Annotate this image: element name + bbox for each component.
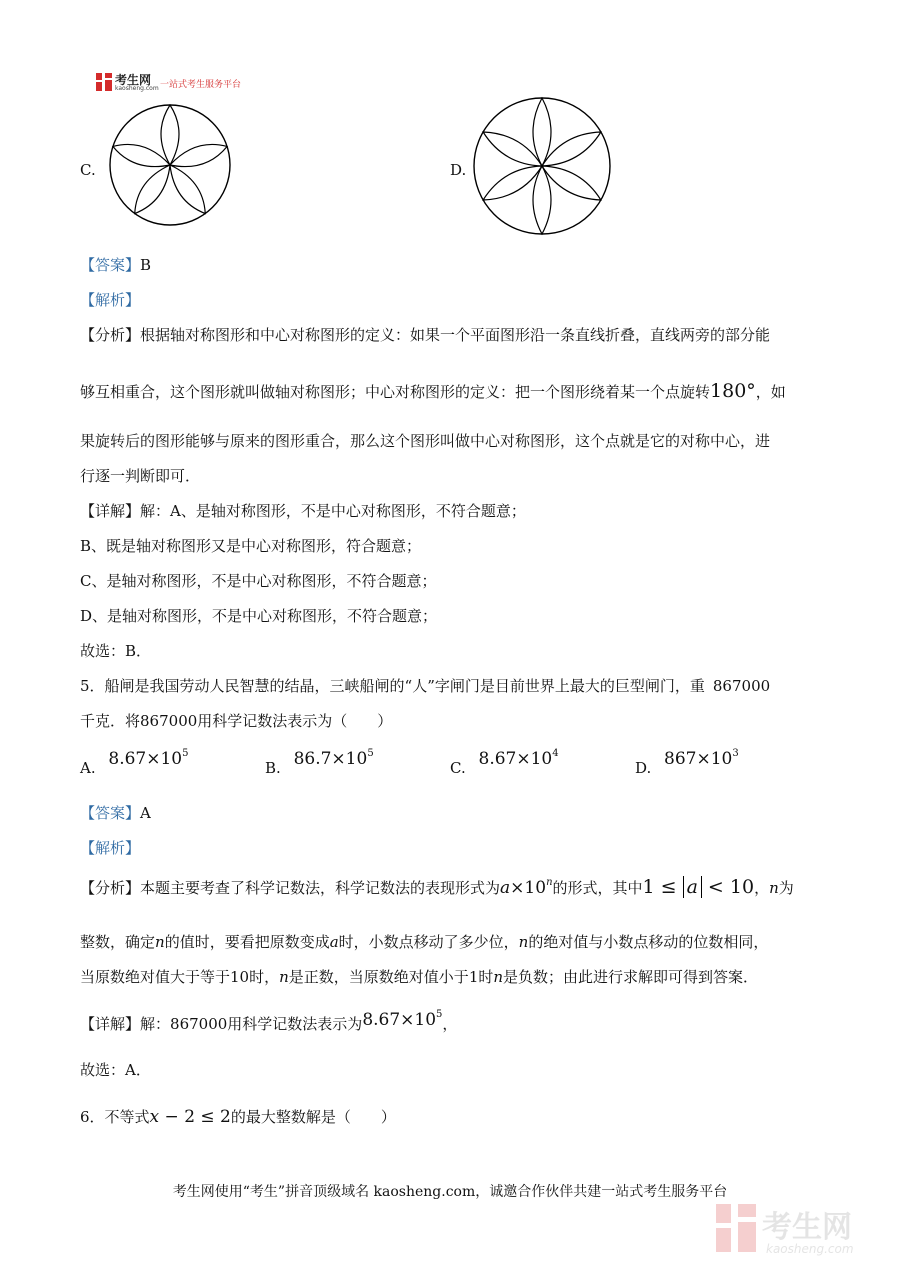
- q4-fenxi-line3: 果旋转后的图形能够与原来的图形重合，那么这个图形叫做中心对称图形，这个点就是它的对称中心，进: [80, 432, 771, 450]
- logo-slogan: 一站式考生服务平台: [160, 80, 242, 90]
- q4-xiangjie-text1: 解：A、是轴对称图形，不是中心对称图形，不符合题意；: [140, 502, 526, 520]
- q5-answer-tag: 【答案】: [80, 804, 141, 822]
- q5-option-c-base: 8.67×10: [478, 749, 553, 769]
- q5-line2-n2: n: [518, 933, 529, 951]
- q5-line2-a-var: a: [329, 933, 339, 951]
- q5-option-d-label: D.: [635, 759, 652, 777]
- q4-option-c-label: C.: [80, 161, 96, 179]
- q5-line3-10: 10: [230, 968, 250, 986]
- q4-option-c-figure: [100, 103, 240, 227]
- q6-stem-a: 6．不等式: [80, 1108, 150, 1126]
- q5-line3-c: 是正数，当原数绝对值小于: [288, 968, 469, 986]
- q5-line2-d: 的绝对值与小数点移动的位数相同，: [528, 933, 769, 951]
- q5-stem-weight: 867000: [712, 677, 771, 695]
- q6-stem-x: x: [149, 1107, 160, 1127]
- q5-line2-n1: n: [155, 933, 165, 951]
- q5-line3-b: 时，: [249, 968, 280, 986]
- q4-fenxi-line4: 行逐一判断即可．: [80, 467, 201, 485]
- q6-stem-b: 的最大整数解是（ ）: [230, 1108, 396, 1126]
- logo-name: 考生网: [115, 73, 152, 87]
- q5-line2-c: 时，小数点移动了多少位，: [338, 933, 519, 951]
- q4-xiangjie-line2: B、既是轴对称图形又是中心对称图形，符合题意；: [80, 537, 422, 555]
- q5-option-a-exp: 5: [182, 748, 189, 759]
- q5-range-10: < 10: [707, 876, 755, 898]
- q5-xiangjie-tag: 【详解】: [80, 1015, 141, 1033]
- q5-xiangjie-exp: 5: [436, 1009, 443, 1020]
- q4-fenxi-text1: 根据轴对称图形和中心对称图形的定义：如果一个平面图形沿一条直线折叠，直线两旁的部分能: [140, 326, 771, 344]
- q5-xiangjie: [80, 1009, 458, 1033]
- q5-line3-1: 1: [468, 968, 479, 986]
- q5-range-a: a: [683, 876, 702, 898]
- q5-line3-n1: n: [279, 968, 289, 986]
- q4-fenxi-line2: [80, 380, 786, 402]
- q5-option-d-exp: 3: [732, 748, 739, 759]
- q5-line3-d: 时: [478, 968, 494, 986]
- q4-fenxi-text2a: 够互相重合，这个图形就叫做轴对称图形；中心对称图形的定义：把一个图形绕着某一个点旋转: [80, 383, 711, 401]
- q4-option-d-label: D.: [450, 161, 467, 179]
- q5-range-1: 1 ≤: [642, 876, 677, 898]
- q5-line3-a: 当原数绝对值大于等于: [80, 968, 231, 986]
- q5-option-b-exp: 5: [367, 748, 374, 759]
- q4-fenxi-line1: [80, 324, 770, 345]
- logo-domain: kaosheng.com: [115, 85, 159, 92]
- q5-form-exp: n: [546, 877, 553, 888]
- q5-option-c-label: C.: [450, 759, 466, 777]
- q5-stem-line1: [80, 675, 770, 696]
- q5-line3-e: 是负数；由此进行求解即可得到答案．: [503, 968, 759, 986]
- q4-fenxi-tag: 【分析】: [80, 326, 141, 344]
- q5-option-a[interactable]: [80, 748, 189, 777]
- q5-stem-text2b: 用科学记数法表示为（ ）: [197, 712, 393, 730]
- q4-option-d-figure: [470, 96, 614, 236]
- q4-analysis-tag: 【解析】: [80, 291, 141, 309]
- q5-option-d-base: 867×10: [664, 749, 733, 769]
- q5-fenxi-tag: 【分析】: [80, 879, 141, 897]
- q5-stem-line2: [80, 710, 392, 731]
- q5-option-b-label: B.: [265, 759, 281, 777]
- watermark: [716, 1202, 886, 1260]
- q5-option-c-exp: 4: [552, 748, 559, 759]
- q6-stem-math: − 2 ≤ 2: [159, 1107, 231, 1127]
- q5-fenxi-c: ，: [754, 879, 770, 897]
- q5-form-a: a: [500, 878, 511, 898]
- q5-stem-text2a: 千克．将: [80, 712, 141, 730]
- q6-stem: [80, 1106, 396, 1127]
- watermark-name: 考生网: [762, 1210, 852, 1245]
- q4-xiangjie-line1: [80, 500, 526, 521]
- q5-xiangjie-num: 867000: [170, 1015, 228, 1033]
- q5-option-a-base: 8.67×10: [108, 749, 183, 769]
- watermark-domain: kaosheng.com: [766, 1242, 854, 1256]
- q5-fenxi-b: 的形式，其中: [552, 879, 643, 897]
- q5-fenxi-line3: [80, 966, 758, 987]
- q5-fenxi-line1: [80, 876, 794, 898]
- q4-answer-tag: 【答案】: [80, 256, 141, 274]
- q5-answer: [80, 802, 151, 823]
- q4-fenxi-text2b: ，如: [755, 383, 786, 401]
- q5-form-times: ×10: [510, 878, 547, 898]
- q5-answer-value: A: [140, 804, 151, 822]
- q4-answer: [80, 254, 151, 275]
- header-logo[interactable]: [96, 72, 256, 94]
- q5-option-b[interactable]: [265, 748, 374, 777]
- kaosheng-logo-icon: [96, 73, 112, 91]
- q5-fenxi-d: 为: [778, 879, 794, 897]
- q5-conclusion: 故选：A．: [80, 1061, 151, 1079]
- q5-xiangjie-b: 用科学记数法表示为: [227, 1015, 363, 1033]
- q5-option-d[interactable]: [635, 748, 739, 777]
- q4-conclusion: 故选：B．: [80, 642, 152, 660]
- q5-var-n: n: [769, 879, 779, 897]
- q4-fenxi-angle: 180°: [710, 380, 756, 402]
- q4-answer-value: B: [140, 256, 152, 274]
- q5-stem-text1: 5．船闸是我国劳动人民智慧的结晶，三峡船闸的“人”字闸门是目前世界上最大的巨型闸门，重: [80, 677, 705, 695]
- q4-xiangjie-line3: C、是轴对称图形，不是中心对称图形，不符合题意；: [80, 572, 437, 590]
- q5-line2-b: 的值时，要看把原数变成: [164, 933, 330, 951]
- q4-xiangjie-line4: D、是轴对称图形，不是中心对称图形，不符合题意；: [80, 607, 438, 625]
- watermark-logo-icon: [716, 1204, 756, 1252]
- q5-fenxi-a: 本题主要考查了科学记数法，科学记数法的表现形式为: [140, 879, 501, 897]
- q5-xiangjie-base: 8.67×10: [362, 1010, 437, 1030]
- q5-fenxi-line2: [80, 931, 768, 952]
- q5-xiangjie-c: ，: [442, 1015, 458, 1033]
- q5-analysis-tag: 【解析】: [80, 839, 141, 857]
- q4-xiangjie-tag: 【详解】: [80, 502, 141, 520]
- footer-text: 考生网使用“考生”拼音顶级域名 kaosheng.com，诚邀合作伙伴共建一站式考生服务平台: [172, 1184, 728, 1200]
- q5-option-b-base: 86.7×10: [293, 749, 368, 769]
- q5-stem-num: 867000: [140, 712, 198, 730]
- q5-option-a-label: A.: [80, 759, 96, 777]
- q5-line3-n2: n: [493, 968, 504, 986]
- q5-line2-a: 整数，确定: [80, 933, 156, 951]
- q5-xiangjie-a: 解：: [140, 1015, 171, 1033]
- q5-option-c[interactable]: [450, 748, 559, 777]
